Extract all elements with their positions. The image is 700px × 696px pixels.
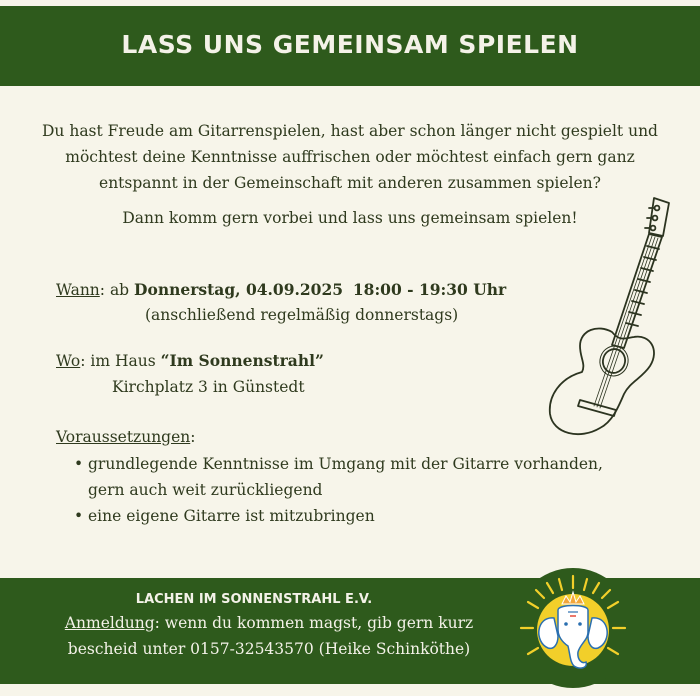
signup-text: Anmeldung: wenn du kommen magst, gib gern kurz bescheid unter 0157-32543570 (Heike Schinköthe) xyxy=(64,614,474,658)
requirements-heading: Voraussetzungen: xyxy=(56,428,196,446)
signup-label: Anmeldung xyxy=(64,614,155,632)
list-item: • eine eigene Gitarre ist mitzubringen xyxy=(74,503,603,529)
event-time: 18:00 - 19:30 Uhr xyxy=(352,280,507,299)
intro-text xyxy=(14,118,686,196)
where-prefix: : im Haus xyxy=(80,352,161,370)
where-line xyxy=(56,348,324,374)
requirements-list xyxy=(74,451,603,529)
list-item-continuation: gern auch weit zurückliegend xyxy=(88,481,323,499)
intro-line-1: Du hast Freude am Gitarrenspielen, hast aber schon länger nicht gespielt und xyxy=(42,122,658,140)
intro-line-3: entspannt in der Gemeinschaft mit anderen zusammen spielen? xyxy=(99,174,601,192)
intro-line-2: möchtest deine Kenntnisse auffrischen oder möchtest einfach gern ganz xyxy=(65,148,635,166)
list-item: • grundlegende Kenntnisse im Umgang mit der Gitarre vorhanden, xyxy=(74,451,603,477)
elephant-sun-logo xyxy=(512,566,634,690)
where-label: Wo xyxy=(56,352,81,370)
requirements-label: Voraussetzungen xyxy=(56,428,191,446)
when-line xyxy=(56,277,506,303)
when-prefix: : ab xyxy=(99,281,135,299)
event-date: Donnerstag, 04.09.2025 xyxy=(134,280,344,299)
when-label: Wann xyxy=(56,281,100,299)
page-title: LASS UNS GEMEINSAM SPIELEN xyxy=(121,30,579,59)
header-banner xyxy=(0,0,700,86)
venue-name: “Im Sonnenstrahl” xyxy=(160,351,324,370)
guitar-icon xyxy=(546,196,674,440)
bullet-icon: • xyxy=(74,455,84,473)
organization-name: LACHEN IM SONNENSTRAHL E.V. xyxy=(135,592,373,607)
bullet-icon: • xyxy=(74,507,84,525)
when-note: (anschließend regelmäßig donnerstags) xyxy=(145,306,459,324)
venue-address: Kirchplatz 3 in Günstedt xyxy=(112,378,305,396)
invitation-text: Dann komm gern vorbei und lass uns gemeinsam spielen! xyxy=(122,209,578,227)
